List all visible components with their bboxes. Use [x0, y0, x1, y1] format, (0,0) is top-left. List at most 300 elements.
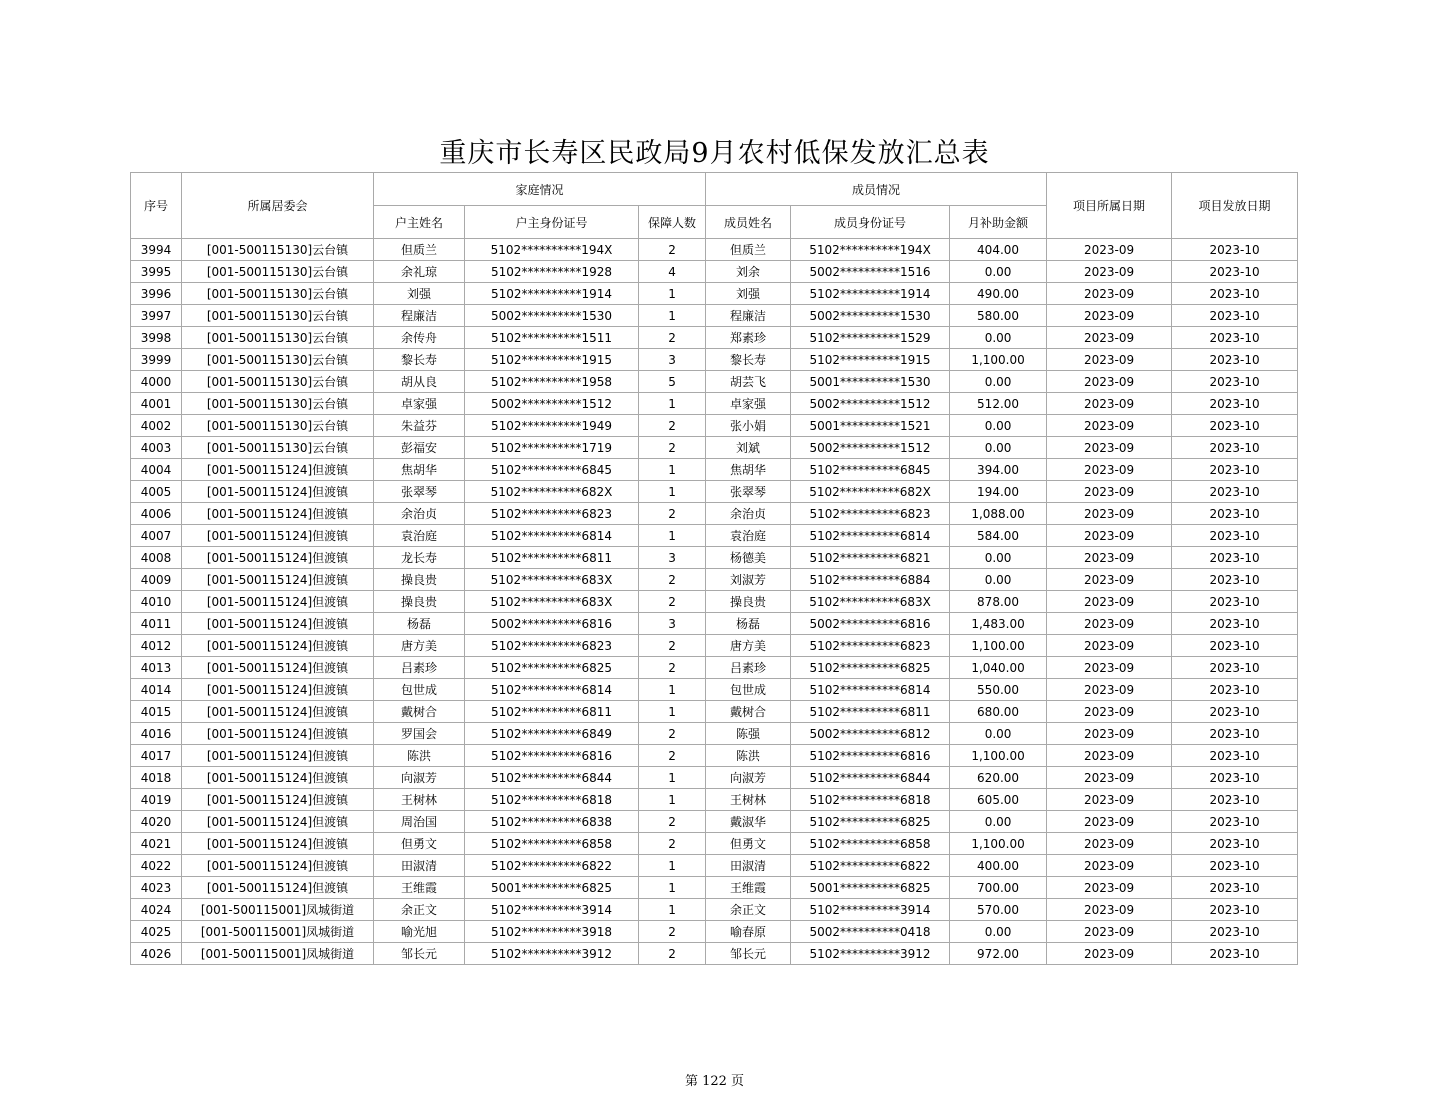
head-name-cell: 朱益芬 — [374, 415, 465, 437]
head-name-cell: 操良贵 — [374, 591, 465, 613]
committee-cell: [001-500115130]云台镇 — [182, 415, 374, 437]
head-name-cell: 余礼琼 — [374, 261, 465, 283]
member-id-cell: 5102**********6821 — [791, 547, 950, 569]
amount-cell: 878.00 — [950, 591, 1047, 613]
seq-cell: 3996 — [131, 283, 182, 305]
committee-cell: [001-500115130]云台镇 — [182, 371, 374, 393]
seq-cell: 4021 — [131, 833, 182, 855]
committee-cell: [001-500115124]但渡镇 — [182, 591, 374, 613]
head-name-cell: 焦胡华 — [374, 459, 465, 481]
seq-cell: 4013 — [131, 657, 182, 679]
seq-cell: 4005 — [131, 481, 182, 503]
table-row — [131, 591, 1298, 613]
people-cell: 2 — [639, 327, 706, 349]
head-name-cell: 罗国会 — [374, 723, 465, 745]
committee-cell: [001-500115124]但渡镇 — [182, 811, 374, 833]
committee-cell: [001-500115130]云台镇 — [182, 349, 374, 371]
people-cell: 1 — [639, 525, 706, 547]
amount-cell: 490.00 — [950, 283, 1047, 305]
head-id-cell: 5102**********6825 — [465, 657, 639, 679]
member-id-cell: 5002**********1516 — [791, 261, 950, 283]
table-row — [131, 525, 1298, 547]
head-name-cell: 喻光旭 — [374, 921, 465, 943]
member-id-cell: 5102**********1529 — [791, 327, 950, 349]
amount-cell: 580.00 — [950, 305, 1047, 327]
project-date-cell: 2023-09 — [1047, 349, 1172, 371]
table-header — [131, 173, 1298, 239]
project-date-cell: 2023-09 — [1047, 371, 1172, 393]
committee-cell: [001-500115124]但渡镇 — [182, 745, 374, 767]
table-row — [131, 327, 1298, 349]
seq-cell: 4018 — [131, 767, 182, 789]
member-name-cell: 焦胡华 — [706, 459, 791, 481]
member-name-cell: 陈洪 — [706, 745, 791, 767]
member-name-cell: 郑素珍 — [706, 327, 791, 349]
seq-cell: 4009 — [131, 569, 182, 591]
member-name-cell: 程廉洁 — [706, 305, 791, 327]
committee-cell: [001-500115130]云台镇 — [182, 283, 374, 305]
seq-cell: 4016 — [131, 723, 182, 745]
head-name-cell: 包世成 — [374, 679, 465, 701]
issue-date-cell: 2023-10 — [1172, 261, 1298, 283]
table-row — [131, 547, 1298, 569]
issue-date-cell: 2023-10 — [1172, 305, 1298, 327]
head-name-cell: 戴树合 — [374, 701, 465, 723]
seq-cell: 3994 — [131, 239, 182, 261]
member-name-cell: 戴淑华 — [706, 811, 791, 833]
issue-date-cell: 2023-10 — [1172, 855, 1298, 877]
amount-cell: 0.00 — [950, 921, 1047, 943]
project-date-cell: 2023-09 — [1047, 261, 1172, 283]
table-row — [131, 261, 1298, 283]
project-date-cell: 2023-09 — [1047, 745, 1172, 767]
head-id-cell: 5102**********6823 — [465, 635, 639, 657]
head-id-cell: 5102**********6849 — [465, 723, 639, 745]
project-date-cell: 2023-09 — [1047, 327, 1172, 349]
table-row — [131, 701, 1298, 723]
people-cell: 1 — [639, 767, 706, 789]
head-id-cell: 5102**********682X — [465, 481, 639, 503]
issue-date-cell: 2023-10 — [1172, 679, 1298, 701]
amount-cell: 404.00 — [950, 239, 1047, 261]
head-id-cell: 5102**********1928 — [465, 261, 639, 283]
issue-date-cell: 2023-10 — [1172, 943, 1298, 965]
head-name-cell: 周治国 — [374, 811, 465, 833]
member-name-cell: 唐方美 — [706, 635, 791, 657]
head-name-cell: 余正文 — [374, 899, 465, 921]
head-id-cell: 5001**********6825 — [465, 877, 639, 899]
project-date-cell: 2023-09 — [1047, 547, 1172, 569]
table-row — [131, 415, 1298, 437]
amount-cell: 1,100.00 — [950, 745, 1047, 767]
member-name-cell: 杨磊 — [706, 613, 791, 635]
header-committee: 所属居委会 — [182, 173, 374, 239]
issue-date-cell: 2023-10 — [1172, 525, 1298, 547]
issue-date-cell: 2023-10 — [1172, 547, 1298, 569]
project-date-cell: 2023-09 — [1047, 239, 1172, 261]
people-cell: 3 — [639, 547, 706, 569]
seq-cell: 4006 — [131, 503, 182, 525]
committee-cell: [001-500115130]云台镇 — [182, 239, 374, 261]
issue-date-cell: 2023-10 — [1172, 723, 1298, 745]
table-row — [131, 349, 1298, 371]
seq-cell: 3999 — [131, 349, 182, 371]
member-id-cell: 5102**********6858 — [791, 833, 950, 855]
amount-cell: 0.00 — [950, 811, 1047, 833]
committee-cell: [001-500115124]但渡镇 — [182, 657, 374, 679]
head-id-cell: 5102**********1958 — [465, 371, 639, 393]
seq-cell: 4015 — [131, 701, 182, 723]
head-id-cell: 5102**********1914 — [465, 283, 639, 305]
member-id-cell: 5102**********6814 — [791, 679, 950, 701]
head-name-cell: 邹长元 — [374, 943, 465, 965]
head-name-cell: 张翠琴 — [374, 481, 465, 503]
project-date-cell: 2023-09 — [1047, 767, 1172, 789]
member-id-cell: 5102**********1915 — [791, 349, 950, 371]
amount-cell: 0.00 — [950, 415, 1047, 437]
table-row — [131, 393, 1298, 415]
member-name-cell: 吕素珍 — [706, 657, 791, 679]
member-id-cell: 5102**********1914 — [791, 283, 950, 305]
issue-date-cell: 2023-10 — [1172, 613, 1298, 635]
member-name-cell: 邹长元 — [706, 943, 791, 965]
people-cell: 1 — [639, 855, 706, 877]
head-name-cell: 吕素珍 — [374, 657, 465, 679]
committee-cell: [001-500115124]但渡镇 — [182, 767, 374, 789]
head-id-cell: 5102**********3918 — [465, 921, 639, 943]
head-name-cell: 彭福安 — [374, 437, 465, 459]
people-cell: 2 — [639, 723, 706, 745]
issue-date-cell: 2023-10 — [1172, 591, 1298, 613]
people-cell: 2 — [639, 239, 706, 261]
header-amount: 月补助金额 — [950, 206, 1047, 239]
table-row — [131, 943, 1298, 965]
people-cell: 2 — [639, 591, 706, 613]
issue-date-cell: 2023-10 — [1172, 701, 1298, 723]
issue-date-cell: 2023-10 — [1172, 789, 1298, 811]
table-row — [131, 613, 1298, 635]
committee-cell: [001-500115124]但渡镇 — [182, 569, 374, 591]
header-member-group: 成员情况 — [706, 173, 1047, 206]
head-name-cell: 但质兰 — [374, 239, 465, 261]
issue-date-cell: 2023-10 — [1172, 393, 1298, 415]
member-id-cell: 5102**********6823 — [791, 503, 950, 525]
committee-cell: [001-500115130]云台镇 — [182, 305, 374, 327]
head-name-cell: 陈洪 — [374, 745, 465, 767]
head-name-cell: 程廉洁 — [374, 305, 465, 327]
project-date-cell: 2023-09 — [1047, 503, 1172, 525]
seq-cell: 4023 — [131, 877, 182, 899]
project-date-cell: 2023-09 — [1047, 305, 1172, 327]
member-id-cell: 5002**********1530 — [791, 305, 950, 327]
issue-date-cell: 2023-10 — [1172, 415, 1298, 437]
seq-cell: 3995 — [131, 261, 182, 283]
people-cell: 4 — [639, 261, 706, 283]
member-name-cell: 刘斌 — [706, 437, 791, 459]
head-name-cell: 胡从良 — [374, 371, 465, 393]
issue-date-cell: 2023-10 — [1172, 327, 1298, 349]
table-row — [131, 899, 1298, 921]
amount-cell: 0.00 — [950, 723, 1047, 745]
head-id-cell: 5002**********1512 — [465, 393, 639, 415]
head-name-cell: 但勇文 — [374, 833, 465, 855]
member-name-cell: 黎长寿 — [706, 349, 791, 371]
amount-cell: 972.00 — [950, 943, 1047, 965]
head-id-cell: 5102**********6822 — [465, 855, 639, 877]
head-id-cell: 5102**********6845 — [465, 459, 639, 481]
project-date-cell: 2023-09 — [1047, 415, 1172, 437]
head-name-cell: 余传舟 — [374, 327, 465, 349]
member-id-cell: 5102**********683X — [791, 591, 950, 613]
issue-date-cell: 2023-10 — [1172, 833, 1298, 855]
people-cell: 2 — [639, 437, 706, 459]
member-id-cell: 5002**********1512 — [791, 393, 950, 415]
member-id-cell: 5002**********6812 — [791, 723, 950, 745]
committee-cell: [001-500115001]凤城街道 — [182, 921, 374, 943]
project-date-cell: 2023-09 — [1047, 899, 1172, 921]
table-row — [131, 679, 1298, 701]
head-name-cell: 王树林 — [374, 789, 465, 811]
people-cell: 5 — [639, 371, 706, 393]
amount-cell: 0.00 — [950, 261, 1047, 283]
amount-cell: 0.00 — [950, 371, 1047, 393]
committee-cell: [001-500115124]但渡镇 — [182, 525, 374, 547]
member-name-cell: 田淑清 — [706, 855, 791, 877]
seq-cell: 3998 — [131, 327, 182, 349]
seq-cell: 4001 — [131, 393, 182, 415]
head-name-cell: 刘强 — [374, 283, 465, 305]
amount-cell: 1,040.00 — [950, 657, 1047, 679]
seq-cell: 4002 — [131, 415, 182, 437]
page-number: 第 122 页 — [684, 1074, 745, 1089]
member-id-cell: 5102**********194X — [791, 239, 950, 261]
seq-cell: 4019 — [131, 789, 182, 811]
committee-cell: [001-500115124]但渡镇 — [182, 789, 374, 811]
issue-date-cell: 2023-10 — [1172, 811, 1298, 833]
issue-date-cell: 2023-10 — [1172, 877, 1298, 899]
head-id-cell: 5102**********6844 — [465, 767, 639, 789]
table-row — [131, 855, 1298, 877]
people-cell: 2 — [639, 811, 706, 833]
project-date-cell: 2023-09 — [1047, 855, 1172, 877]
issue-date-cell: 2023-10 — [1172, 657, 1298, 679]
table-row — [131, 723, 1298, 745]
head-id-cell: 5102**********683X — [465, 569, 639, 591]
project-date-cell: 2023-09 — [1047, 459, 1172, 481]
table-row — [131, 811, 1298, 833]
issue-date-cell: 2023-10 — [1172, 745, 1298, 767]
head-name-cell: 袁治庭 — [374, 525, 465, 547]
people-cell: 1 — [639, 393, 706, 415]
amount-cell: 1,088.00 — [950, 503, 1047, 525]
project-date-cell: 2023-09 — [1047, 679, 1172, 701]
table-row — [131, 305, 1298, 327]
member-name-cell: 张小娟 — [706, 415, 791, 437]
amount-cell: 0.00 — [950, 547, 1047, 569]
seq-cell: 4008 — [131, 547, 182, 569]
amount-cell: 0.00 — [950, 569, 1047, 591]
member-id-cell: 5102**********6818 — [791, 789, 950, 811]
seq-cell: 4026 — [131, 943, 182, 965]
committee-cell: [001-500115124]但渡镇 — [182, 855, 374, 877]
head-name-cell: 向淑芳 — [374, 767, 465, 789]
committee-cell: [001-500115124]但渡镇 — [182, 635, 374, 657]
amount-cell: 584.00 — [950, 525, 1047, 547]
head-id-cell: 5102**********1511 — [465, 327, 639, 349]
head-name-cell: 龙长寿 — [374, 547, 465, 569]
header-head-name: 户主姓名 — [374, 206, 465, 239]
head-id-cell: 5102**********1915 — [465, 349, 639, 371]
member-id-cell: 5001**********1521 — [791, 415, 950, 437]
issue-date-cell: 2023-10 — [1172, 767, 1298, 789]
seq-cell: 4020 — [131, 811, 182, 833]
issue-date-cell: 2023-10 — [1172, 459, 1298, 481]
amount-cell: 194.00 — [950, 481, 1047, 503]
member-name-cell: 袁治庭 — [706, 525, 791, 547]
seq-cell: 4007 — [131, 525, 182, 547]
people-cell: 1 — [639, 679, 706, 701]
amount-cell: 570.00 — [950, 899, 1047, 921]
head-id-cell: 5102**********3912 — [465, 943, 639, 965]
member-name-cell: 向淑芳 — [706, 767, 791, 789]
member-id-cell: 5002**********1512 — [791, 437, 950, 459]
issue-date-cell: 2023-10 — [1172, 283, 1298, 305]
people-cell: 3 — [639, 349, 706, 371]
member-name-cell: 但质兰 — [706, 239, 791, 261]
people-cell: 1 — [639, 305, 706, 327]
seq-cell: 4014 — [131, 679, 182, 701]
table-row — [131, 833, 1298, 855]
committee-cell: [001-500115124]但渡镇 — [182, 481, 374, 503]
header-people: 保障人数 — [639, 206, 706, 239]
member-name-cell: 包世成 — [706, 679, 791, 701]
table-row — [131, 239, 1298, 261]
seq-cell: 4012 — [131, 635, 182, 657]
member-id-cell: 5002**********0418 — [791, 921, 950, 943]
member-name-cell: 胡芸飞 — [706, 371, 791, 393]
member-name-cell: 陈强 — [706, 723, 791, 745]
member-id-cell: 5102**********3914 — [791, 899, 950, 921]
seq-cell: 4011 — [131, 613, 182, 635]
seq-cell: 4024 — [131, 899, 182, 921]
issue-date-cell: 2023-10 — [1172, 437, 1298, 459]
table-row — [131, 745, 1298, 767]
people-cell: 2 — [639, 657, 706, 679]
committee-cell: [001-500115124]但渡镇 — [182, 547, 374, 569]
amount-cell: 1,483.00 — [950, 613, 1047, 635]
head-name-cell: 余治贞 — [374, 503, 465, 525]
project-date-cell: 2023-09 — [1047, 701, 1172, 723]
table-row — [131, 503, 1298, 525]
head-id-cell: 5102**********1719 — [465, 437, 639, 459]
amount-cell: 394.00 — [950, 459, 1047, 481]
head-name-cell: 卓家强 — [374, 393, 465, 415]
member-id-cell: 5001**********6825 — [791, 877, 950, 899]
relief-summary-table — [130, 172, 1298, 965]
project-date-cell: 2023-09 — [1047, 723, 1172, 745]
member-id-cell: 5102**********6825 — [791, 657, 950, 679]
people-cell: 2 — [639, 921, 706, 943]
project-date-cell: 2023-09 — [1047, 569, 1172, 591]
table-body — [131, 239, 1298, 965]
committee-cell: [001-500115124]但渡镇 — [182, 503, 374, 525]
head-name-cell: 操良贵 — [374, 569, 465, 591]
committee-cell: [001-500115124]但渡镇 — [182, 833, 374, 855]
member-id-cell: 5102**********6884 — [791, 569, 950, 591]
project-date-cell: 2023-09 — [1047, 437, 1172, 459]
member-name-cell: 刘余 — [706, 261, 791, 283]
issue-date-cell: 2023-10 — [1172, 899, 1298, 921]
table-row — [131, 459, 1298, 481]
committee-cell: [001-500115124]但渡镇 — [182, 877, 374, 899]
committee-cell: [001-500115001]凤城街道 — [182, 943, 374, 965]
table-row — [131, 789, 1298, 811]
table-row — [131, 437, 1298, 459]
table-row — [131, 877, 1298, 899]
committee-cell: [001-500115124]但渡镇 — [182, 679, 374, 701]
amount-cell: 605.00 — [950, 789, 1047, 811]
member-id-cell: 5102**********6822 — [791, 855, 950, 877]
issue-date-cell: 2023-10 — [1172, 481, 1298, 503]
committee-cell: [001-500115124]但渡镇 — [182, 613, 374, 635]
header-seq: 序号 — [131, 173, 182, 239]
amount-cell: 700.00 — [950, 877, 1047, 899]
seq-cell: 4000 — [131, 371, 182, 393]
member-name-cell: 杨德美 — [706, 547, 791, 569]
head-name-cell: 杨磊 — [374, 613, 465, 635]
amount-cell: 0.00 — [950, 437, 1047, 459]
head-id-cell: 5102**********6811 — [465, 547, 639, 569]
committee-cell: [001-500115130]云台镇 — [182, 261, 374, 283]
head-id-cell: 5102**********683X — [465, 591, 639, 613]
seq-cell: 4022 — [131, 855, 182, 877]
people-cell: 2 — [639, 503, 706, 525]
people-cell: 1 — [639, 481, 706, 503]
head-name-cell: 田淑清 — [374, 855, 465, 877]
project-date-cell: 2023-09 — [1047, 811, 1172, 833]
amount-cell: 512.00 — [950, 393, 1047, 415]
amount-cell: 1,100.00 — [950, 833, 1047, 855]
project-date-cell: 2023-09 — [1047, 591, 1172, 613]
people-cell: 2 — [639, 415, 706, 437]
table-row — [131, 635, 1298, 657]
head-id-cell: 5102**********6811 — [465, 701, 639, 723]
member-id-cell: 5102**********6816 — [791, 745, 950, 767]
header-member-id: 成员身份证号 — [791, 206, 950, 239]
amount-cell: 550.00 — [950, 679, 1047, 701]
head-id-cell: 5102**********194X — [465, 239, 639, 261]
seq-cell: 4017 — [131, 745, 182, 767]
member-id-cell: 5102**********6825 — [791, 811, 950, 833]
seq-cell: 4010 — [131, 591, 182, 613]
issue-date-cell: 2023-10 — [1172, 635, 1298, 657]
head-name-cell: 唐方美 — [374, 635, 465, 657]
issue-date-cell: 2023-10 — [1172, 349, 1298, 371]
committee-cell: [001-500115130]云台镇 — [182, 327, 374, 349]
head-name-cell: 黎长寿 — [374, 349, 465, 371]
people-cell: 1 — [639, 789, 706, 811]
head-id-cell: 5102**********6816 — [465, 745, 639, 767]
table-row — [131, 767, 1298, 789]
project-date-cell: 2023-09 — [1047, 481, 1172, 503]
member-id-cell: 5102**********682X — [791, 481, 950, 503]
member-id-cell: 5102**********6814 — [791, 525, 950, 547]
head-id-cell: 5102**********6858 — [465, 833, 639, 855]
project-date-cell: 2023-09 — [1047, 921, 1172, 943]
amount-cell: 680.00 — [950, 701, 1047, 723]
project-date-cell: 2023-09 — [1047, 393, 1172, 415]
project-date-cell: 2023-09 — [1047, 613, 1172, 635]
